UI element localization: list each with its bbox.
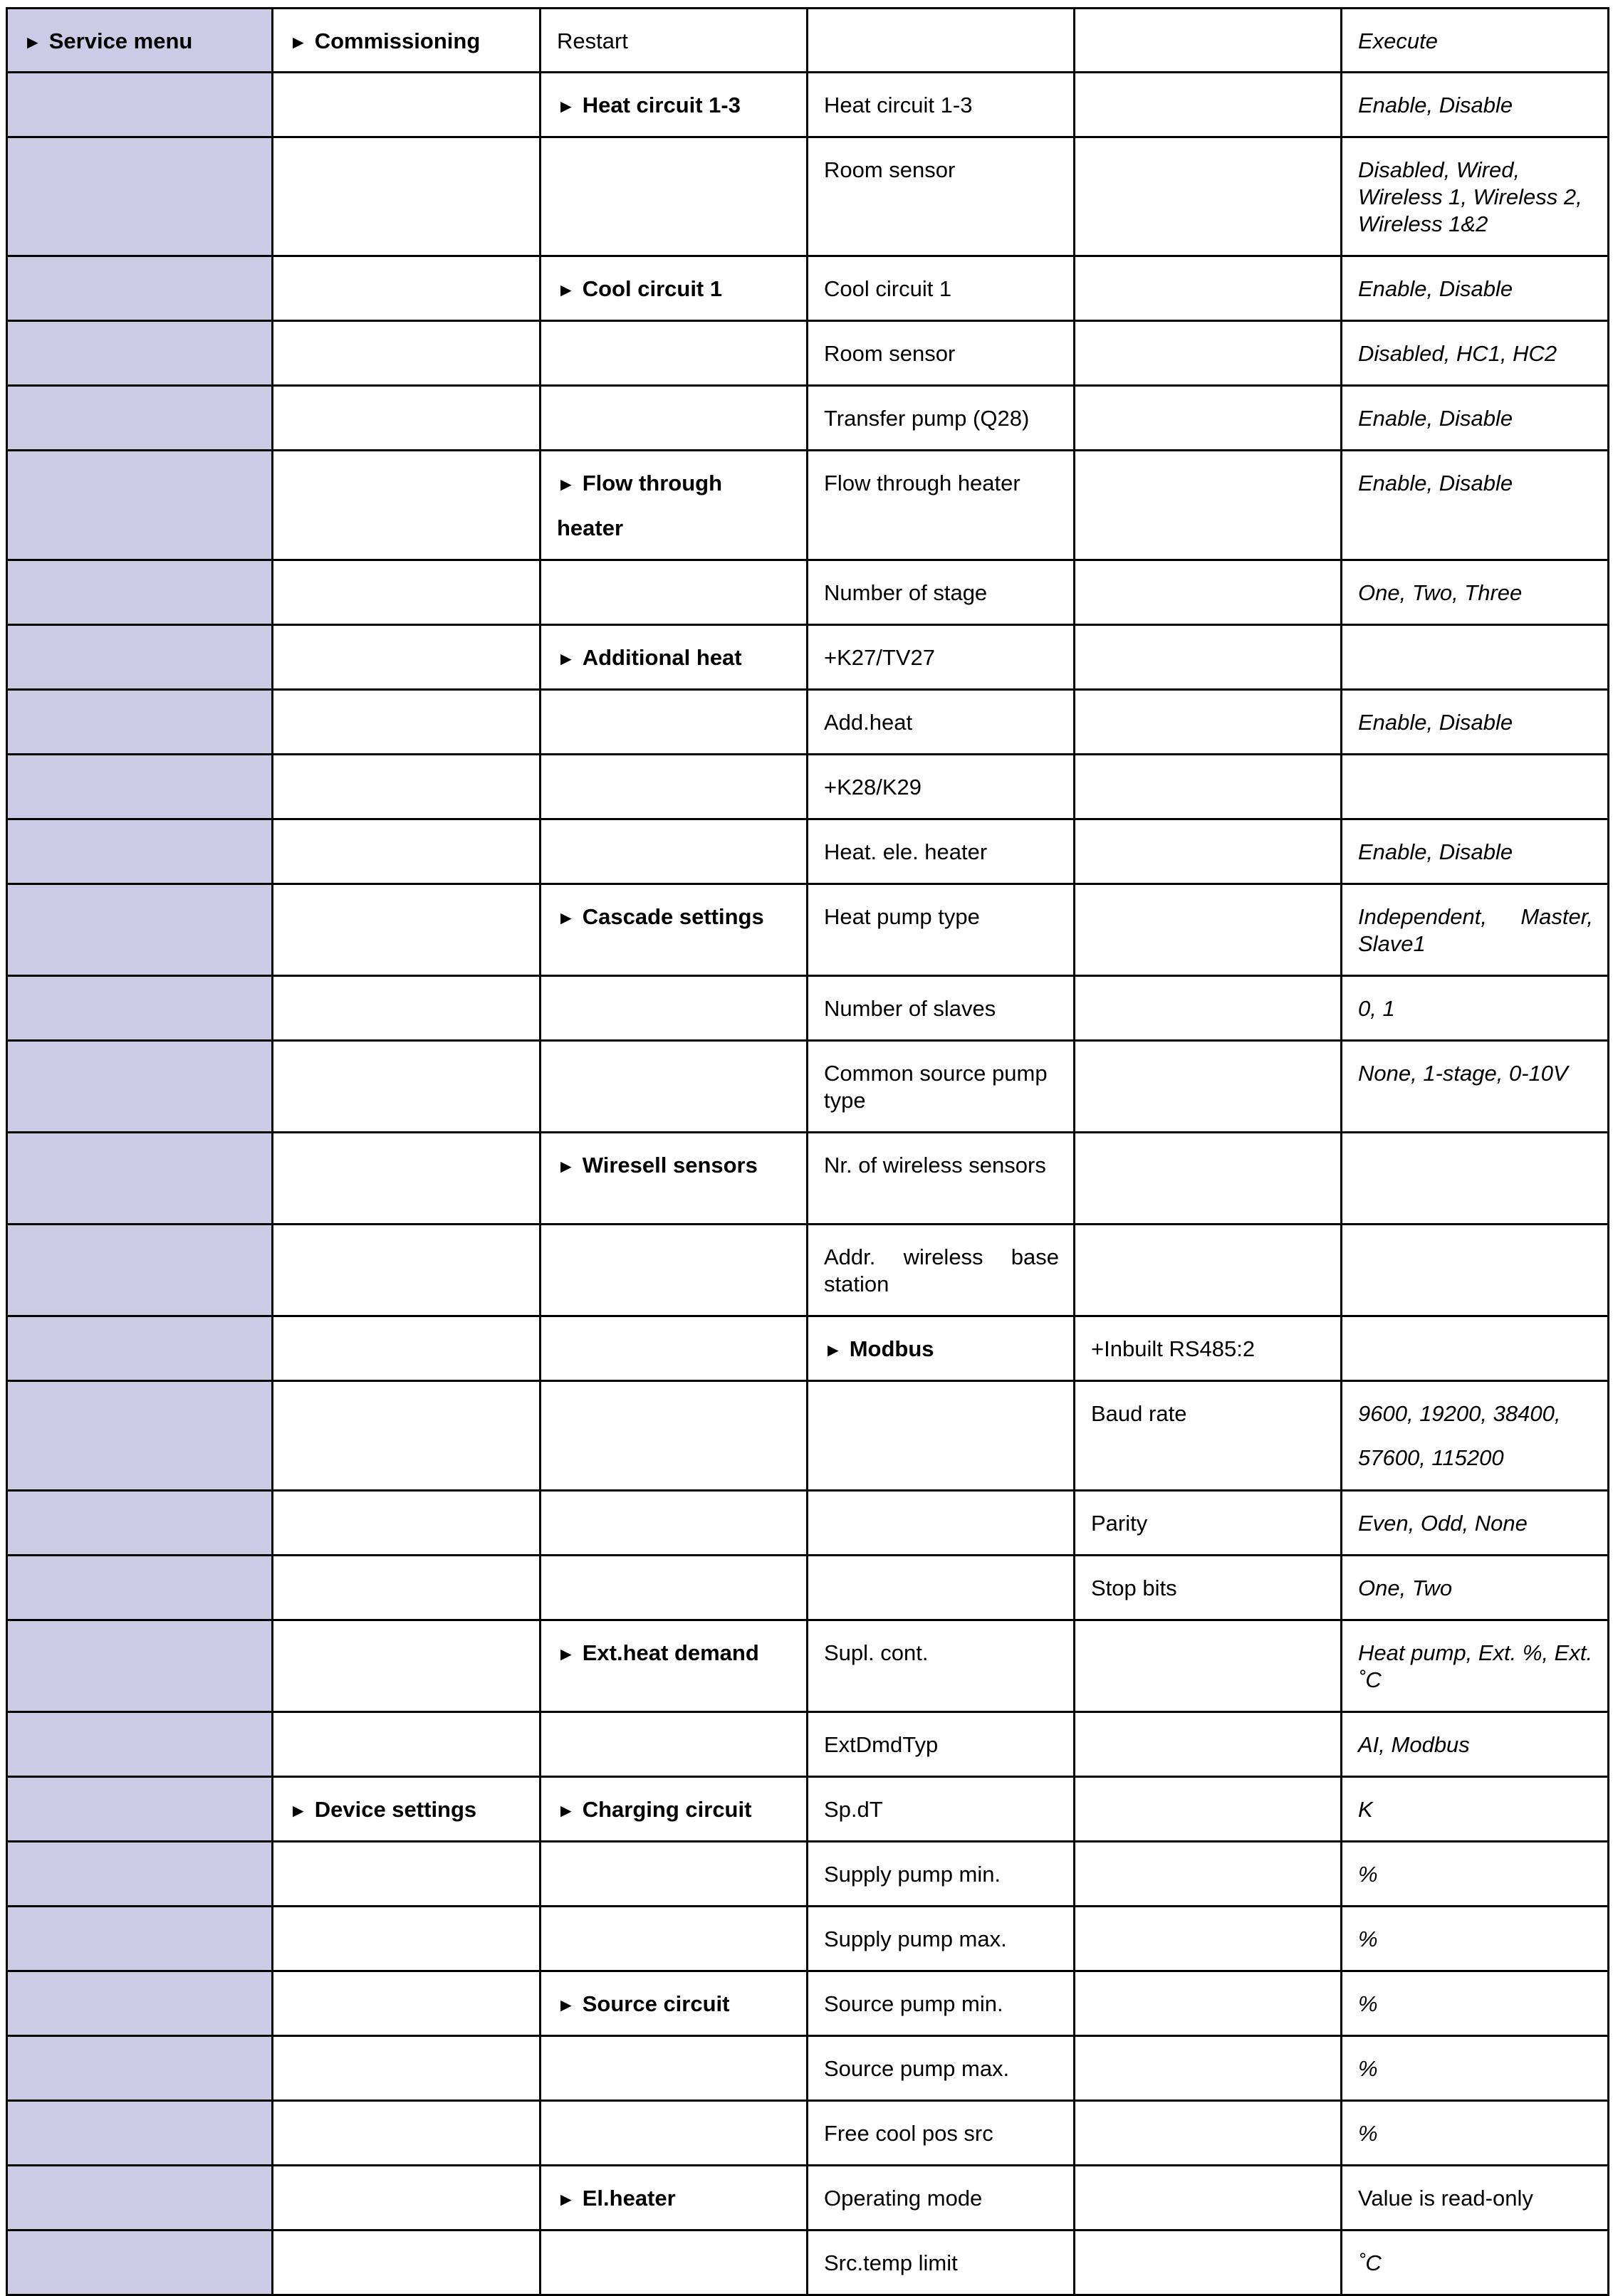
table-row <box>7 2101 1609 2166</box>
options-cell: Enable, Disable <box>1342 451 1609 560</box>
table-row <box>7 2231 1609 2295</box>
param-sub-cell <box>1075 2101 1342 2166</box>
table-row <box>7 1556 1609 1620</box>
row-marker <box>7 321 273 386</box>
menu-level1-cell[interactable] <box>7 9 273 73</box>
param-cell: Addr. wireless base station <box>808 1225 1075 1316</box>
submenu-cell[interactable] <box>541 1971 808 2036</box>
submenu-cell <box>541 755 808 819</box>
level2-cell <box>273 625 541 690</box>
submenu-cell <box>541 2036 808 2101</box>
row-marker <box>7 1620 273 1712</box>
submenu-label: Additional heat <box>582 645 742 670</box>
table-row <box>7 560 1609 625</box>
submenu-label: El.heater <box>582 2186 676 2211</box>
param-cell: Number of stage <box>808 560 1075 625</box>
submenu-cell <box>541 1842 808 1907</box>
options-cell: Disabled, HC1, HC2 <box>1342 321 1609 386</box>
param-cell <box>808 1556 1075 1620</box>
param-cell: Flow through heater <box>808 451 1075 560</box>
param-cell: Operating mode <box>808 2166 1075 2231</box>
param-sub-cell <box>1075 884 1342 976</box>
level2-cell <box>273 386 541 451</box>
table-row <box>7 137 1609 256</box>
param-sub-cell <box>1075 321 1342 386</box>
table-row <box>7 1842 1609 1907</box>
param-sub-cell <box>1075 819 1342 884</box>
level2-cell <box>273 321 541 386</box>
options-cell: % <box>1342 2036 1609 2101</box>
table-row <box>7 9 1609 73</box>
options-cell: None, 1-stage, 0-10V <box>1342 1041 1609 1133</box>
options-cell <box>1342 1316 1609 1381</box>
row-marker <box>7 2231 273 2295</box>
arrow-right-icon: ► <box>289 31 308 53</box>
param-sub-cell <box>1075 1133 1342 1225</box>
options-cell <box>1342 1133 1609 1225</box>
table-row <box>7 1620 1609 1712</box>
param-sub-cell <box>1075 2231 1342 2295</box>
level2-cell <box>273 2231 541 2295</box>
param-sub-cell <box>1075 755 1342 819</box>
submenu-label: Cascade settings <box>582 904 764 929</box>
param-sub-cell <box>1075 2036 1342 2101</box>
param-cell: Free cool pos src <box>808 2101 1075 2166</box>
row-marker <box>7 1225 273 1316</box>
table-row <box>7 755 1609 819</box>
level2-cell <box>273 819 541 884</box>
table-row <box>7 976 1609 1041</box>
level2-cell <box>273 1316 541 1381</box>
table-row <box>7 625 1609 690</box>
table-row <box>7 386 1609 451</box>
row-marker <box>7 1381 273 1491</box>
level2-cell <box>273 137 541 256</box>
submenu-cell[interactable] <box>541 1777 808 1842</box>
submenu-label: Wiresell sensors <box>582 1153 758 1178</box>
submenu-cell <box>541 1712 808 1777</box>
submenu-cell[interactable] <box>541 1620 808 1712</box>
options-cell <box>1342 755 1609 819</box>
options-cell: One, Two <box>1342 1556 1609 1620</box>
level2-cell <box>273 560 541 625</box>
level2-cell <box>273 1907 541 1971</box>
arrow-right-icon: ► <box>557 473 575 495</box>
level2-cell <box>273 1225 541 1316</box>
param-sub-cell <box>1075 625 1342 690</box>
param-cell: +K27/TV27 <box>808 625 1075 690</box>
submenu-label: Heat circuit 1-3 <box>582 93 741 117</box>
row-marker <box>7 1971 273 2036</box>
level2-cell <box>273 451 541 560</box>
param-sub-cell <box>1075 137 1342 256</box>
row-marker <box>7 755 273 819</box>
param-sub-cell <box>1075 560 1342 625</box>
options-text: 9600, 19200, 38400, 57600, 115200 <box>1358 1401 1561 1470</box>
table-row <box>7 1491 1609 1556</box>
options-cell: Even, Odd, None <box>1342 1491 1609 1556</box>
submenu-cell[interactable] <box>541 451 808 560</box>
param-sub-cell: Baud rate <box>1075 1381 1342 1491</box>
level2-cell <box>273 73 541 137</box>
table-row <box>7 819 1609 884</box>
menu-level1-label: Service menu <box>48 28 193 53</box>
row-marker <box>7 976 273 1041</box>
table-row <box>7 256 1609 321</box>
param-cell: Supply pump min. <box>808 1842 1075 1907</box>
param-cell: Add.heat <box>808 690 1075 755</box>
table-row <box>7 1316 1609 1381</box>
param-sub-cell <box>1075 386 1342 451</box>
table-row <box>7 884 1609 976</box>
param-sub-cell: +Inbuilt RS485:2 <box>1075 1316 1342 1381</box>
param-cell: Source pump max. <box>808 2036 1075 2101</box>
submenu-label: Ext.heat demand <box>582 1640 759 1665</box>
arrow-right-icon: ► <box>557 1643 575 1665</box>
level2-cell <box>273 2166 541 2231</box>
table-row <box>7 1381 1609 1491</box>
options-cell: Enable, Disable <box>1342 386 1609 451</box>
submenu-cell <box>541 321 808 386</box>
level2-cell <box>273 1556 541 1620</box>
menu-level2-label: Commissioning <box>314 28 481 53</box>
table-row <box>7 2166 1609 2231</box>
submenu-label: Modbus <box>849 1336 934 1361</box>
level2-cell <box>273 1041 541 1133</box>
table-row <box>7 73 1609 137</box>
submenu-cell <box>541 1381 808 1491</box>
submenu-label: Flow through heater <box>557 471 723 540</box>
arrow-right-icon: ► <box>557 907 575 928</box>
options-cell: Enable, Disable <box>1342 256 1609 321</box>
submenu-cell <box>541 386 808 451</box>
options-cell: ˚C <box>1342 2231 1609 2295</box>
options-cell <box>1342 1381 1609 1491</box>
row-marker <box>7 451 273 560</box>
options-cell: % <box>1342 1907 1609 1971</box>
table-row <box>7 321 1609 386</box>
row-marker <box>7 819 273 884</box>
param-sub-cell <box>1075 1225 1342 1316</box>
submenu-cell[interactable] <box>541 884 808 976</box>
submenu-cell <box>541 690 808 755</box>
param-cell: Common source pump type <box>808 1041 1075 1133</box>
arrow-right-icon: ► <box>289 1800 308 1821</box>
level2-cell <box>273 2036 541 2101</box>
level2-cell <box>273 690 541 755</box>
options-cell: One, Two, Three <box>1342 560 1609 625</box>
param-sub-cell <box>1075 690 1342 755</box>
submenu-cell <box>541 2101 808 2166</box>
submenu-label: Source circuit <box>582 1991 730 2016</box>
level2-cell <box>273 1381 541 1491</box>
param-cell: Cool circuit 1 <box>808 256 1075 321</box>
param-cell: Heat pump type <box>808 884 1075 976</box>
arrow-right-icon: ► <box>557 279 575 300</box>
options-cell: 0, 1 <box>1342 976 1609 1041</box>
param-cell: Room sensor <box>808 137 1075 256</box>
submenu-label: Charging circuit <box>582 1797 752 1822</box>
param-cell: Number of slaves <box>808 976 1075 1041</box>
level2-cell <box>273 256 541 321</box>
table-row <box>7 451 1609 560</box>
param-cell: Supl. cont. <box>808 1620 1075 1712</box>
arrow-right-icon: ► <box>557 1994 575 2015</box>
submenu-cell <box>541 560 808 625</box>
param-sub-cell <box>1075 1712 1342 1777</box>
options-cell: % <box>1342 2101 1609 2166</box>
submenu-cell <box>541 1491 808 1556</box>
row-marker <box>7 386 273 451</box>
row-marker <box>7 1041 273 1133</box>
options-cell <box>1342 1225 1609 1316</box>
param-cell: Heat. ele. heater <box>808 819 1075 884</box>
level2-cell <box>273 2101 541 2166</box>
submenu-cell <box>541 2231 808 2295</box>
options-cell <box>1342 625 1609 690</box>
param-cell: +K28/K29 <box>808 755 1075 819</box>
param-sub-cell <box>1075 976 1342 1041</box>
param-sub-cell <box>1075 1971 1342 2036</box>
submenu-cell <box>541 1907 808 1971</box>
param-sub-cell <box>1075 1620 1342 1712</box>
level2-cell <box>273 884 541 976</box>
options-cell: Disabled, Wired, Wireless 1, Wireless 2, Wireless 1&2 <box>1342 137 1609 256</box>
row-marker <box>7 137 273 256</box>
param-sub-cell <box>1075 256 1342 321</box>
param-sub-cell <box>1075 1777 1342 1842</box>
submenu-label: Cool circuit 1 <box>582 276 723 301</box>
options-cell: Enable, Disable <box>1342 690 1609 755</box>
row-marker <box>7 2101 273 2166</box>
submenu-cell <box>541 1316 808 1381</box>
submenu-cell <box>541 976 808 1041</box>
row-marker <box>7 1712 273 1777</box>
param-cell <box>808 1381 1075 1491</box>
param-sub-cell <box>1075 1842 1342 1907</box>
table-row <box>7 1041 1609 1133</box>
param-sub-cell <box>1075 1907 1342 1971</box>
arrow-right-icon: ► <box>557 2188 575 2210</box>
level2-cell <box>273 1133 541 1225</box>
row-marker <box>7 690 273 755</box>
param-sub-cell <box>1075 2166 1342 2231</box>
submenu-cell <box>541 819 808 884</box>
row-marker <box>7 1316 273 1381</box>
arrow-right-icon: ► <box>557 95 575 117</box>
submenu-cell <box>541 1041 808 1133</box>
level2-cell <box>273 1620 541 1712</box>
options-cell: K <box>1342 1777 1609 1842</box>
param-cell: Supply pump max. <box>808 1907 1075 1971</box>
submenu-cell <box>541 1556 808 1620</box>
submenu-cell[interactable] <box>541 256 808 321</box>
param-sub-cell <box>1075 451 1342 560</box>
param-cell: ExtDmdTyp <box>808 1712 1075 1777</box>
options-cell: % <box>1342 1971 1609 2036</box>
param-cell: Sp.dT <box>808 1777 1075 1842</box>
options-cell: Enable, Disable <box>1342 819 1609 884</box>
table-row <box>7 690 1609 755</box>
table-row <box>7 1777 1609 1842</box>
table-row <box>7 1971 1609 2036</box>
options-cell: Heat pump, Ext. %, Ext. ˚C <box>1342 1620 1609 1712</box>
param-cell: Source pump min. <box>808 1971 1075 2036</box>
arrow-right-icon: ► <box>24 31 42 53</box>
param-cell[interactable] <box>808 1316 1075 1381</box>
options-cell: Enable, Disable <box>1342 73 1609 137</box>
table-row <box>7 1712 1609 1777</box>
param-cell: Transfer pump (Q28) <box>808 386 1075 451</box>
param-cell <box>808 9 1075 73</box>
row-marker <box>7 884 273 976</box>
service-menu-table <box>6 7 1609 2296</box>
param-sub-cell <box>1075 1041 1342 1133</box>
options-cell: AI, Modbus <box>1342 1712 1609 1777</box>
options-cell: % <box>1342 1842 1609 1907</box>
level2-cell <box>273 1842 541 1907</box>
table-row <box>7 1907 1609 1971</box>
level2-cell <box>273 1491 541 1556</box>
submenu-cell[interactable] <box>541 2166 808 2231</box>
row-marker <box>7 2166 273 2231</box>
level2-cell <box>273 976 541 1041</box>
row-marker <box>7 1133 273 1225</box>
table-row <box>7 1133 1609 1225</box>
menu-level2-label: Device settings <box>314 1797 477 1822</box>
row-marker <box>7 625 273 690</box>
arrow-right-icon: ► <box>557 648 575 669</box>
param-sub-cell <box>1075 73 1342 137</box>
row-marker <box>7 560 273 625</box>
row-marker <box>7 1842 273 1907</box>
arrow-right-icon: ► <box>824 1339 842 1361</box>
arrow-right-icon: ► <box>557 1155 575 1177</box>
submenu-cell[interactable] <box>541 1133 808 1225</box>
options-cell: Value is read-only <box>1342 2166 1609 2231</box>
submenu-cell[interactable] <box>541 625 808 690</box>
param-cell: Room sensor <box>808 321 1075 386</box>
level2-cell <box>273 755 541 819</box>
options-cell: Independent, Master, Slave1 <box>1342 884 1609 976</box>
param-cell: Heat circuit 1-3 <box>808 73 1075 137</box>
table-row <box>7 2036 1609 2101</box>
submenu-cell <box>541 1225 808 1316</box>
param-sub-cell <box>1075 9 1342 73</box>
row-marker <box>7 1556 273 1620</box>
row-marker <box>7 256 273 321</box>
param-cell <box>808 1491 1075 1556</box>
row-marker <box>7 2036 273 2101</box>
row-marker <box>7 1907 273 1971</box>
level2-cell <box>273 1971 541 2036</box>
submenu-cell <box>541 137 808 256</box>
submenu-cell[interactable] <box>541 73 808 137</box>
arrow-right-icon: ► <box>557 1800 575 1821</box>
row-marker <box>7 1491 273 1556</box>
row-marker <box>7 73 273 137</box>
row-marker <box>7 1777 273 1842</box>
table-row <box>7 1225 1609 1316</box>
param-cell: Src.temp limit <box>808 2231 1075 2295</box>
options-cell: Execute <box>1342 9 1609 73</box>
menu-item-cell: Restart <box>541 9 808 73</box>
param-sub-cell: Stop bits <box>1075 1556 1342 1620</box>
param-sub-cell: Parity <box>1075 1491 1342 1556</box>
menu-level2-cell[interactable] <box>273 9 541 73</box>
level2-cell[interactable] <box>273 1777 541 1842</box>
param-cell: Nr. of wireless sensors <box>808 1133 1075 1225</box>
level2-cell <box>273 1712 541 1777</box>
